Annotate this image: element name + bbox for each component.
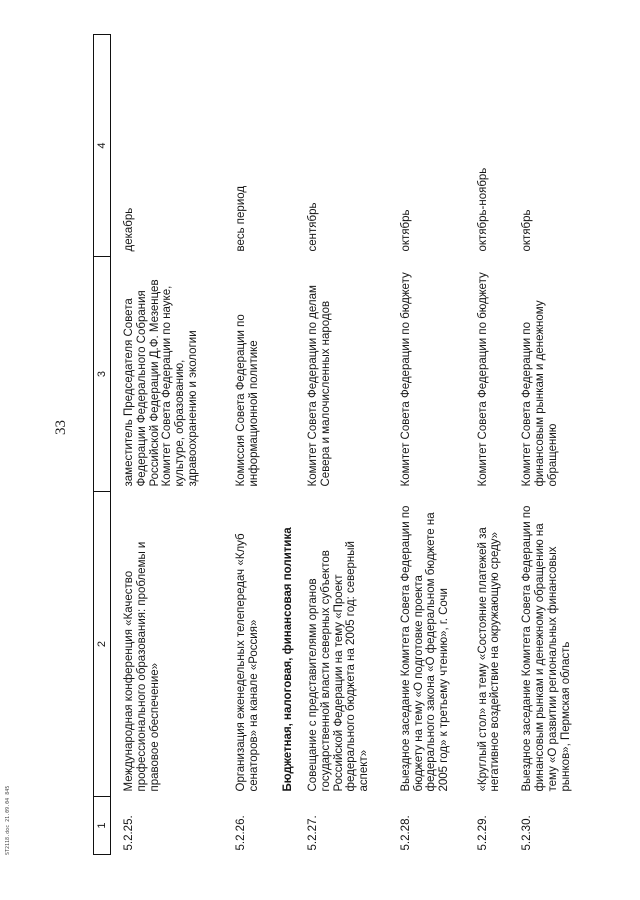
responsible-person: заместитель Председателя Совета Федерации Федерального Собрания Российской Федерации Д.Ф. Мезенцев bbox=[123, 279, 161, 487]
column-number-row bbox=[94, 35, 111, 855]
event-description: Выездное заседание Комитета Совета Федерации по бюджету на тему «О подготовке проекта федерального закона «О федеральном бюджете на 2005 год» к третьему чтению», г. Сочи bbox=[399, 505, 451, 792]
responsible-party: Комитет Совета Федерации по делам Севера и малочисленных народов bbox=[307, 285, 332, 487]
responsible-party: Комитет Совета Федерации по бюджету bbox=[399, 272, 412, 487]
responsible-committee: Комитет Совета Федерации по науке, культуре, образованию, здравоохранению и экологии bbox=[161, 285, 199, 487]
events-table bbox=[93, 34, 598, 855]
responsible-party: Комитет Совета Федерации по бюджету bbox=[476, 272, 489, 487]
event-date: декабрь bbox=[123, 207, 135, 252]
event-description: Выездное заседание Комитета Совета Федерации по финансовым рынкам и денежному обращению на тему «О развитии региональных финансовых рынков», Пермская область bbox=[521, 505, 572, 792]
item-number: 5.2.29. bbox=[476, 815, 489, 851]
event-date: октябрь bbox=[399, 209, 412, 252]
column-number-3: 3 bbox=[94, 257, 111, 492]
column-number-4: 4 bbox=[94, 35, 111, 257]
item-number: 5.2.27. bbox=[307, 815, 319, 851]
table-row bbox=[307, 35, 400, 855]
responsible-party bbox=[111, 257, 236, 492]
responsible-party: Комиссия Совета Федерации по информационной политике bbox=[235, 314, 260, 487]
table-row bbox=[521, 35, 598, 855]
item-number: 5.2.26. bbox=[235, 815, 248, 851]
column-number-1: 1 bbox=[94, 797, 111, 855]
table-row bbox=[111, 35, 236, 855]
event-date: октябрь-ноябрь bbox=[476, 167, 489, 252]
event-description: Совещание с представителями органов государственной власти северных субъектов Российской Федерации на тему «Проект федерального бюджета на 2005 год: северный аспект» bbox=[307, 541, 371, 792]
event-description: Организация еженедельных телепередач «Клуб сенаторов» на канале «Россия» bbox=[235, 533, 260, 792]
section-title: Бюджетная, налоговая, финансовая политика bbox=[281, 527, 294, 792]
event-date: октябрь bbox=[521, 209, 534, 252]
item-number: 5.2.30. bbox=[521, 815, 534, 851]
item-number: 5.2.28. bbox=[399, 815, 412, 851]
responsible-party: Комитет Совета Федерации по финансовым рынкам и денежному обращению bbox=[521, 300, 559, 487]
rotated-page bbox=[5, 35, 598, 855]
page-number: 33 bbox=[53, 420, 69, 435]
table-row bbox=[400, 35, 477, 855]
event-description: «Круглый стол» на тему «Состояние платежей за негативное воздействие на окружающую среду» bbox=[476, 527, 502, 792]
document-stamp: ST2118.doc 21.09.04 845 bbox=[5, 785, 11, 855]
event-date: весь период bbox=[235, 185, 248, 252]
item-number: 5.2.25. bbox=[123, 815, 135, 851]
event-description: Международная конференция «Качество профессионального образования: проблемы и правовое обеспечение» bbox=[123, 541, 161, 792]
event-date: сентябрь bbox=[307, 202, 319, 252]
table-row bbox=[235, 35, 280, 855]
column-number-2: 2 bbox=[94, 492, 111, 797]
section-heading-row bbox=[280, 35, 307, 855]
table-row bbox=[477, 35, 522, 855]
